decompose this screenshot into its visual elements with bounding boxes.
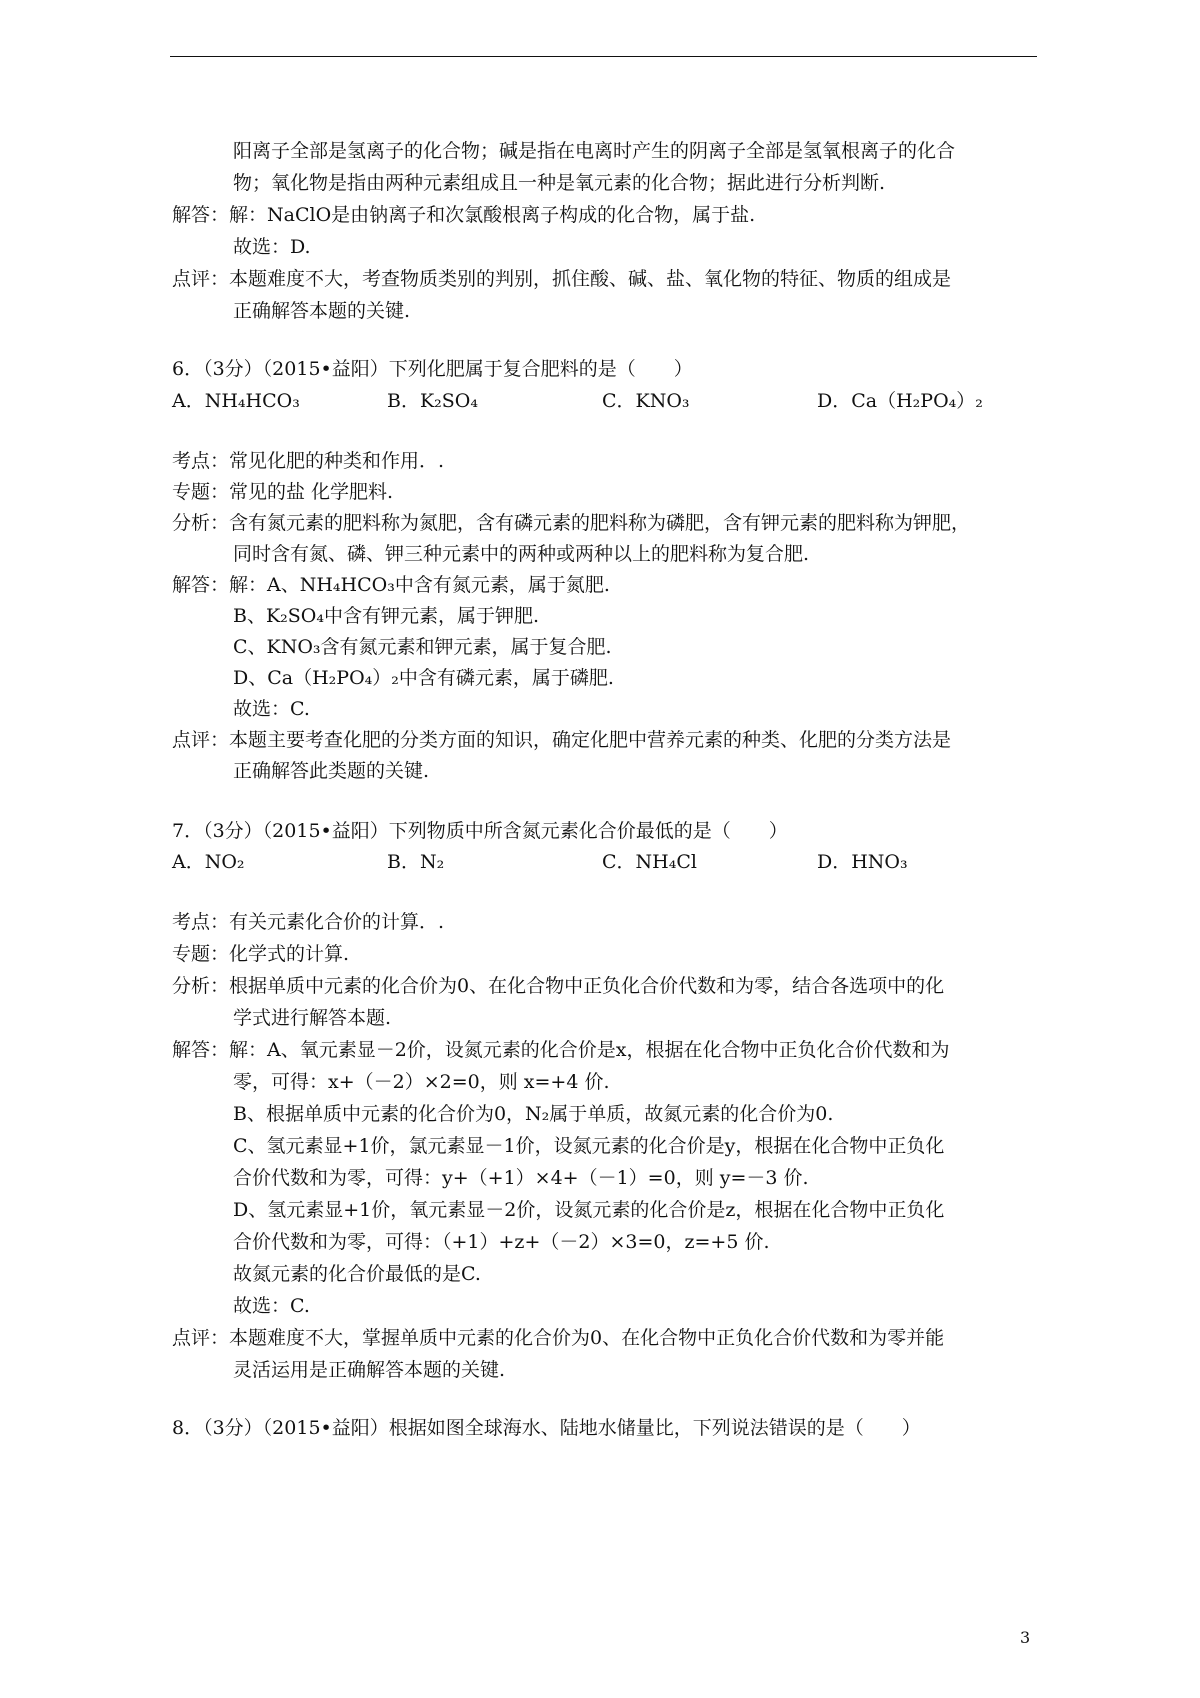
q5-comment: 正确解答本题的关键. [233, 300, 411, 322]
q6-answer: C、KNO₃含有氮元素和钾元素，属于复合肥. [233, 636, 612, 658]
q6-option-a: A．NH₄HCO₃ [172, 390, 300, 412]
q6-options [172, 390, 1042, 412]
q6-option-d: D．Ca（H₂PO₄）₂ [817, 390, 983, 412]
q7-answer: C、氢元素显+1价，氯元素显－1价，设氮元素的化合价是y，根据在化合物中正负化 [233, 1135, 945, 1157]
q5-choice: 故选：D. [233, 236, 311, 258]
q6-analysis: 分析：含有氮元素的肥料称为氮肥，含有磷元素的肥料称为磷肥，含有钾元素的肥料称为钾肥， [172, 512, 971, 534]
q8-stem: 8．（3分）（2015•益阳）根据如图全球海水、陆地水储量比，下列说法错误的是（ ） [172, 1417, 921, 1439]
q6-option-b: B．K₂SO₄ [387, 390, 478, 412]
q7-answer: D、氢元素显+1价，氧元素显－2价，设氮元素的化合价是z，根据在化合物中正负化 [233, 1199, 945, 1221]
q5-analysis-line: 物；氧化物是指由两种元素组成且一种是氧元素的化合物；据此进行分析判断. [233, 172, 886, 194]
q6-answer: 解答：解：A、NH₄HCO₃中含有氮元素，属于氮肥. [172, 574, 610, 596]
q7-analysis: 分析：根据单质中元素的化合价为0、在化合物中正负化合价代数和为零，结合各选项中的化 [172, 975, 945, 997]
q6-option-c: C．KNO₃ [602, 390, 690, 412]
q7-comment: 点评：本题难度不大，掌握单质中元素的化合价为0、在化合物中正负化合价代数和为零并能 [172, 1327, 945, 1349]
q6-stem: 6．（3分）（2015•益阳）下列化肥属于复合肥料的是（ ） [172, 358, 693, 380]
q7-answer: 合价代数和为零，可得：y+（+1）×4+（－1）=0，则 y=－3 价. [233, 1167, 809, 1189]
q7-option-a: A．NO₂ [172, 851, 245, 873]
q7-stem: 7．（3分）（2015•益阳）下列物质中所含氮元素化合价最低的是（ ） [172, 820, 788, 842]
q6-choice: 故选：C. [233, 698, 310, 720]
header-rule [170, 56, 1037, 57]
q7-answer: 合价代数和为零，可得：（+1）+z+（－2）×3=0，z=+5 价. [233, 1231, 770, 1253]
q7-answer: 解答：解：A、氧元素显－2价，设氮元素的化合价是x，根据在化合物中正负化合价代数和为 [172, 1039, 950, 1061]
q7-topic: 专题：化学式的计算. [172, 943, 350, 965]
q5-comment: 点评：本题难度不大，考查物质类别的判别，抓住酸、碱、盐、氧化物的特征、物质的组成是 [172, 268, 952, 290]
q6-analysis: 同时含有氮、磷、钾三种元素中的两种或两种以上的肥料称为复合肥. [233, 543, 810, 565]
q7-choice: 故选：C. [233, 1295, 310, 1317]
q7-option-d: D．HNO₃ [817, 851, 908, 873]
q7-option-c: C．NH₄Cl [602, 851, 697, 873]
q6-answer: D、Ca（H₂PO₄）₂中含有磷元素，属于磷肥. [233, 667, 614, 689]
q7-answer: 零，可得：x+（－2）×2=0，则 x=+4 价. [233, 1071, 610, 1093]
q5-analysis-line: 阳离子全部是氢离子的化合物；碱是指在电离时产生的阴离子全部是氢氧根离子的化合 [233, 140, 956, 162]
q5-answer: 解答：解：NaClO是由钠离子和次氯酸根离子构成的化合物，属于盐. [172, 204, 756, 226]
q7-comment: 灵活运用是正确解答本题的关键. [233, 1359, 506, 1381]
q7-answer: 故氮元素的化合价最低的是C. [233, 1263, 481, 1285]
q7-options [172, 851, 1042, 873]
q7-analysis: 学式进行解答本题. [233, 1007, 392, 1029]
q6-comment: 正确解答此类题的关键. [233, 760, 430, 782]
q6-answer: B、K₂SO₄中含有钾元素，属于钾肥. [233, 605, 540, 627]
q7-option-b: B．N₂ [387, 851, 445, 873]
q7-answer: B、根据单质中元素的化合价为0，N₂属于单质，故氮元素的化合价为0. [233, 1103, 834, 1125]
page-number: 3 [1020, 1628, 1031, 1647]
q6-point: 考点：常见化肥的种类和作用．. [172, 450, 445, 472]
q6-comment: 点评：本题主要考查化肥的分类方面的知识，确定化肥中营养元素的种类、化肥的分类方法是 [172, 729, 952, 751]
q7-point: 考点：有关元素化合价的计算．. [172, 911, 445, 933]
q6-topic: 专题：常见的盐 化学肥料. [172, 481, 394, 503]
